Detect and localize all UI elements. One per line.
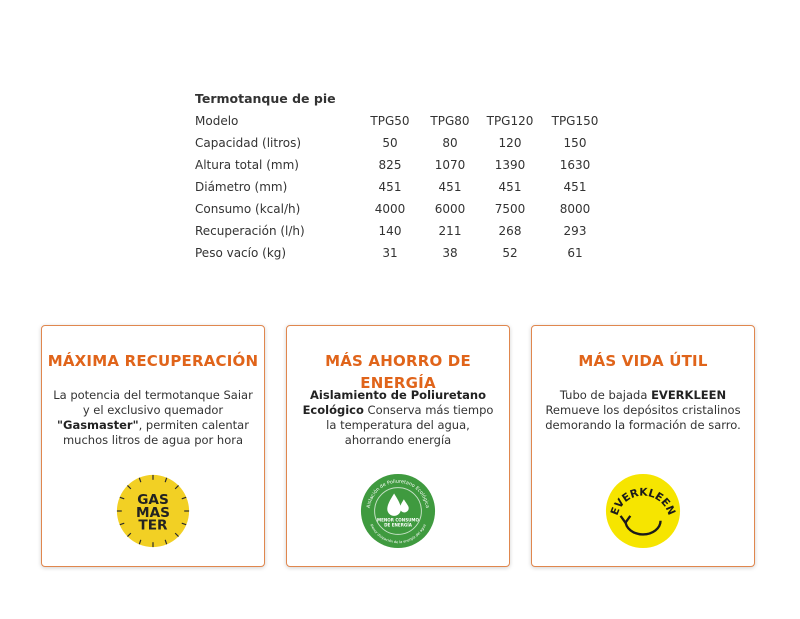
spec-table-section — [195, 88, 605, 264]
header-label: Modelo — [195, 114, 239, 128]
badge-text: MENOR CONSUMO — [377, 517, 419, 523]
card-title: MÁS AHORRO DE ENERGÍA — [325, 352, 471, 392]
card-description — [52, 388, 254, 450]
badge-text: TER — [138, 517, 168, 534]
cell-value: 38 — [442, 246, 458, 260]
table-row — [195, 154, 605, 176]
spec-table — [195, 110, 605, 264]
cell-value: 31 — [382, 246, 398, 260]
cell-value: 140 — [378, 224, 402, 238]
everkleen-badge-icon — [604, 472, 682, 550]
table-row — [195, 198, 605, 220]
card-description — [542, 388, 744, 450]
card-title: MÁS VIDA ÚTIL — [578, 352, 708, 370]
cell-value: 7500 — [494, 202, 526, 216]
cell-value: 211 — [438, 224, 462, 238]
table-row — [195, 176, 605, 198]
cell-value: 4000 — [374, 202, 406, 216]
table-header-row — [195, 110, 605, 132]
desc-text: La potencia del termotanque Saiar y el exclusivo quemador — [53, 388, 253, 417]
cell-value: 1390 — [494, 158, 526, 172]
row-label: Altura total (mm) — [195, 158, 299, 172]
desc-bold: "Gasmaster" — [57, 418, 139, 432]
spec-title: Termotanque de pie — [195, 91, 336, 106]
cell-value: 293 — [563, 224, 587, 238]
row-label: Recuperación (l/h) — [195, 224, 305, 238]
row-label: Capacidad (litros) — [195, 136, 302, 150]
desc-text: Conserva más tiempo la temperatura del agua, ahorrando energía — [326, 403, 494, 447]
desc-text: Tubo de bajada — [559, 388, 652, 402]
card-description — [297, 388, 499, 450]
cell-value: 451 — [438, 180, 462, 194]
table-row — [195, 132, 605, 154]
badge-arc-text: Aislación de Poliuretano Ecológica — [365, 478, 431, 509]
cell-value: 1630 — [559, 158, 591, 172]
feature-card-ahorro — [286, 325, 510, 567]
badge-text: EVERKLEEN — [607, 485, 679, 517]
cell-value: 120 — [498, 136, 522, 150]
cell-value: 1070 — [434, 158, 466, 172]
cell-value: 8000 — [559, 202, 591, 216]
cell-value: 6000 — [434, 202, 466, 216]
badge-text: MAS — [136, 504, 170, 521]
badge-text: GAS — [137, 492, 169, 509]
desc-bold: Aislamiento de Poliuretano Ecológico — [302, 388, 486, 417]
cell-value: 451 — [498, 180, 522, 194]
badge-arc-text: Menor disipación de la energía del agua — [369, 523, 427, 545]
header-model: TPG150 — [551, 114, 599, 128]
header-model: TPG80 — [430, 114, 470, 128]
energy-saving-badge-icon — [359, 472, 437, 550]
cell-value: 52 — [502, 246, 518, 260]
cell-value: 50 — [382, 136, 398, 150]
gasmaster-badge-icon — [114, 472, 192, 550]
cell-value: 61 — [567, 246, 583, 260]
cell-value: 268 — [498, 224, 522, 238]
desc-bold: EVERKLEEN — [651, 388, 727, 402]
cell-value: 451 — [563, 180, 587, 194]
feature-card-recuperacion — [41, 325, 265, 567]
header-model: TPG50 — [370, 114, 410, 128]
card-title: MÁXIMA RECUPERACIÓN — [47, 352, 259, 370]
feature-card-vida-util — [531, 325, 755, 567]
cell-value: 451 — [378, 180, 402, 194]
cell-value: 80 — [442, 136, 458, 150]
row-label: Consumo (kcal/h) — [195, 202, 301, 216]
header-model: TPG120 — [486, 114, 534, 128]
desc-text: Remueve los depósitos cristalinos demorando la formación de sarro. — [545, 403, 741, 432]
table-row — [195, 242, 605, 264]
row-label: Peso vacío (kg) — [195, 246, 287, 260]
row-label: Diámetro (mm) — [195, 180, 288, 194]
badge-text: DE ENERGÍA — [384, 522, 412, 528]
desc-text: , permiten calentar muchos litros de agua por hora — [62, 418, 249, 447]
table-row — [195, 220, 605, 242]
cell-value: 150 — [563, 136, 587, 150]
cell-value: 825 — [378, 158, 402, 172]
